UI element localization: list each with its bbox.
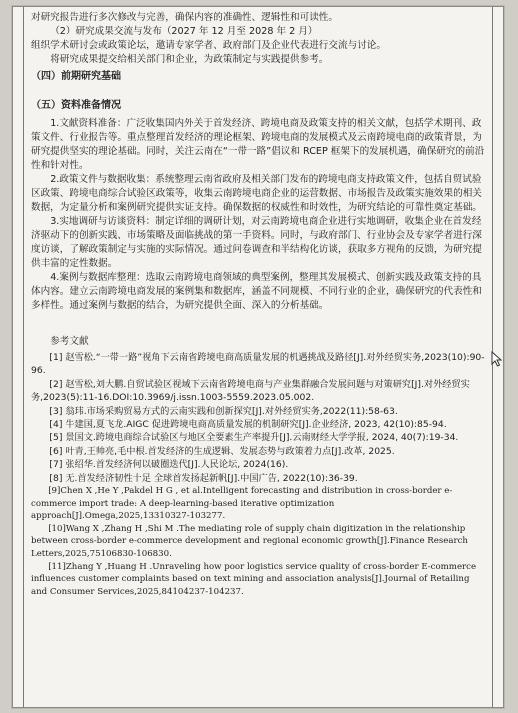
- section-5-paragraph: 2.政策文件与数据收集：系统整理云南省政府及相关部门发布的跨境电商支持政策文件，包括自贸试验区政策、跨境电商综合试验区政策等，收集云南跨境电商企业的运营数据、市场报告及政策实施效果的相关数据，为定量分析和案例研究提供实证支持。确保数据的权威性和时效性，为研究结论的可靠性奠定基础。: [31, 174, 482, 213]
- reference-item: [2] 赵雪松,刘大鹏.自贸试验区视域下云南省跨境电商与产业集群融合发展问题与对策研究[J].对外经贸实务,2023(5):11-16.DOI:10.3969/j.issn.1003-5559.2023.05.002.: [31, 378, 470, 404]
- item2-line-2: 将研究成果提交给相关部门和企业，为政策制定与实践提供参考。: [50, 54, 329, 65]
- section-5-paragraph: 4.案例与数据库整理：选取云南跨境电商领域的典型案例，整理其发展模式、创新实践及政策支持的具体内容。建立云南跨境电商发展的案例集和数据库，涵盖不同规模、不同行业的企业，确保研究的代表性和多样性。通过案例与数据的结合，为研究提供全面、深入的分析基础。: [31, 272, 482, 311]
- references-title: 参考文献: [50, 336, 89, 347]
- reference-item: [4] 牛建国,夏飞龙.AIGC 促进跨境电商高质量发展的机制研究[J].企业经济, 2023, 42(10):85-94.: [49, 419, 447, 431]
- section-5-paragraph: 3.实地调研与访谈资料：制定详细的调研计划，对云南跨境电商企业进行实地调研，收集企业在首发经济驱动下的创新实践、市场策略及面临挑战的第一手资料。同时，与政府部门、行业协会及专家学者进行深度访谈，了解政策制定与实施的实际情况。通过问卷调查和半结构化访谈，获取多方视角的反馈，为研究提供丰富的定性数据。: [31, 216, 482, 269]
- reference-item: [5] 景国文.跨境电商综合试验区与地区全要素生产率提升[J].云南财经大学学报, 2024, 40(7):19-34.: [49, 432, 459, 444]
- intro-line-1: 对研究报告进行多次修改与完善，确保内容的准确性、逻辑性和可读性。: [31, 12, 338, 23]
- reference-item-english: [10]Wang X ,Zhang H ,Shi M .The mediating role of supply chain digitization in the relationship between cross-border e-commerce development and regional economic growth[J].Finance Research Letters,2025,75106830-106830.: [31, 523, 468, 560]
- section-5-heading: （五）资料准备情况: [31, 100, 121, 111]
- reference-item: [7] 张绍华.首发经济何以破圈迭代[J].人民论坛, 2024(16).: [49, 459, 289, 471]
- item2-title: （2）研究成果交流与发布（2027 年 12 月至 2028 年 2 月）: [50, 26, 318, 37]
- reference-item-english: [11]Zhang Y ,Huang H .Unraveling how poor logistics service quality of cross-border E-commerce influences customer complaints based on text mining and association analysis[J].Journal of Retailing and Consumer Services,2025,84104237-104237.: [31, 561, 477, 597]
- mouse-cursor-icon: [491, 351, 503, 367]
- reference-item: [6] 叶青,王帅亮,毛中根.首发经济的生成逻辑、发展态势与政策着力点[J].改革, 2025.: [49, 445, 395, 457]
- item2-line-1: 组织学术研讨会或政策论坛，邀请专家学者、政府部门及企业代表进行交流与讨论。: [31, 40, 386, 51]
- reference-item: [1] 赵雪松.“一带一路”视角下云南省跨境电商高质量发展的机遇挑战及路径[J].对外经贸实务,2023(10):90-96.: [31, 352, 485, 377]
- section-4-heading: （四）前期研究基础: [31, 71, 121, 82]
- reference-item: [3] 翁玮.市场采购贸易方式的云南实践和创新探究[J].对外经贸实务,2022(11):58-63.: [49, 405, 398, 417]
- document-page: [12, 6, 504, 708]
- reference-item: [8] 无.首发经济韧性十足 全球首发扬起新帆[J].中国广告, 2022(10):36-39.: [49, 472, 358, 484]
- reference-item-english: [9]Chen X ,He Y ,Pakdel H G , et al.Intelligent forecasting and distribution in cross-border e-commerce import trade: A deep-learning-based iterative optimization approach[J].Omega,2025,13310327-103277.: [31, 486, 453, 522]
- document-body: [31, 11, 485, 598]
- section-5-paragraph: 1.文献资料准备：广泛收集国内外关于首发经济、跨境电商及政策支持的相关文献，包括学术期刊、政策文件、行业报告等。重点整理首发经济的理论框架、跨境电商的发展模式及云南跨境电商的政策背景，为研究提供坚实的理论基础。同时，关注云南在“一带一路”倡议和 RCEP 框架下的发展机遇，确保研究的前沿性和针对性。: [31, 118, 485, 171]
